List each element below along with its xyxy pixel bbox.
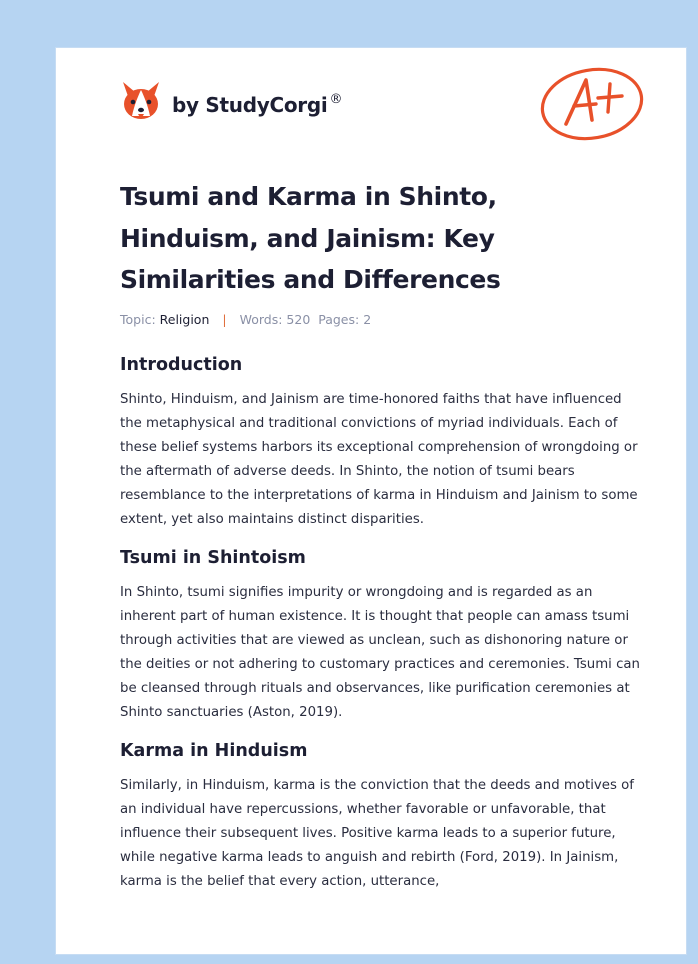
document-page (56, 48, 686, 954)
section-body-karma: Similarly, in Hinduism, karma is the conviction that the deeds and motives of an individual have repercussions, whether favorable or unfavorable, that influence their subsequent lives. Positive karma leads to a superior future, while negative karma leads to anguish and rebirth (Ford, 2019). In Jainism, karma is the belief that every action, utterance, (120, 778, 634, 889)
section-heading-introduction: Introduction (120, 355, 243, 375)
a-plus-grade-icon (536, 60, 648, 144)
words-label: Words: (239, 312, 283, 327)
section-body-introduction: Shinto, Hinduism, and Jainism are time-honored faiths that have influenced the metaphysical and traditional convictions of myriad individuals. Each of these belief systems harbors its exceptional comprehension of wrongdoing or the aftermath of adverse deeds. In Shinto, the notion of tsumi bears resemblance to the interpretations of karma in Hinduism and Jainism to some extent, yet also maintains distinct disparities. (120, 392, 638, 527)
corgi-logo-icon (120, 78, 162, 124)
page-title: Tsumi and Karma in Shinto, Hinduism, and Jainism: Key Similarities and Differences (120, 182, 501, 294)
pages-value: 2 (363, 312, 372, 327)
topic-value[interactable]: Religion (159, 312, 210, 327)
meta-separator: | (222, 312, 227, 327)
document-content (120, 350, 640, 905)
document-meta (120, 312, 371, 327)
brand-name: by StudyCorgi ® (172, 92, 343, 117)
studycorgi-logo[interactable] (120, 76, 342, 126)
topic-label: Topic: (120, 312, 156, 327)
section-heading-karma: Karma in Hinduism (120, 741, 308, 761)
section-body-tsumi: In Shinto, tsumi signifies impurity or wrongdoing and is regarded as an inherent part of human existence. It is thought that people can amass tsumi through activities that are viewed as unclean, such as dishonoring nature or the deities or not adhering to customary practices and ceremonies. Tsumi can be cleansed through rituals and observances, like purification ceremonies at Shinto sanctuaries (Aston, 2019). (120, 585, 640, 720)
pages-label: Pages: (318, 312, 360, 327)
words-value: 520 (286, 312, 311, 327)
section-heading-tsumi: Tsumi in Shintoism (120, 548, 306, 568)
